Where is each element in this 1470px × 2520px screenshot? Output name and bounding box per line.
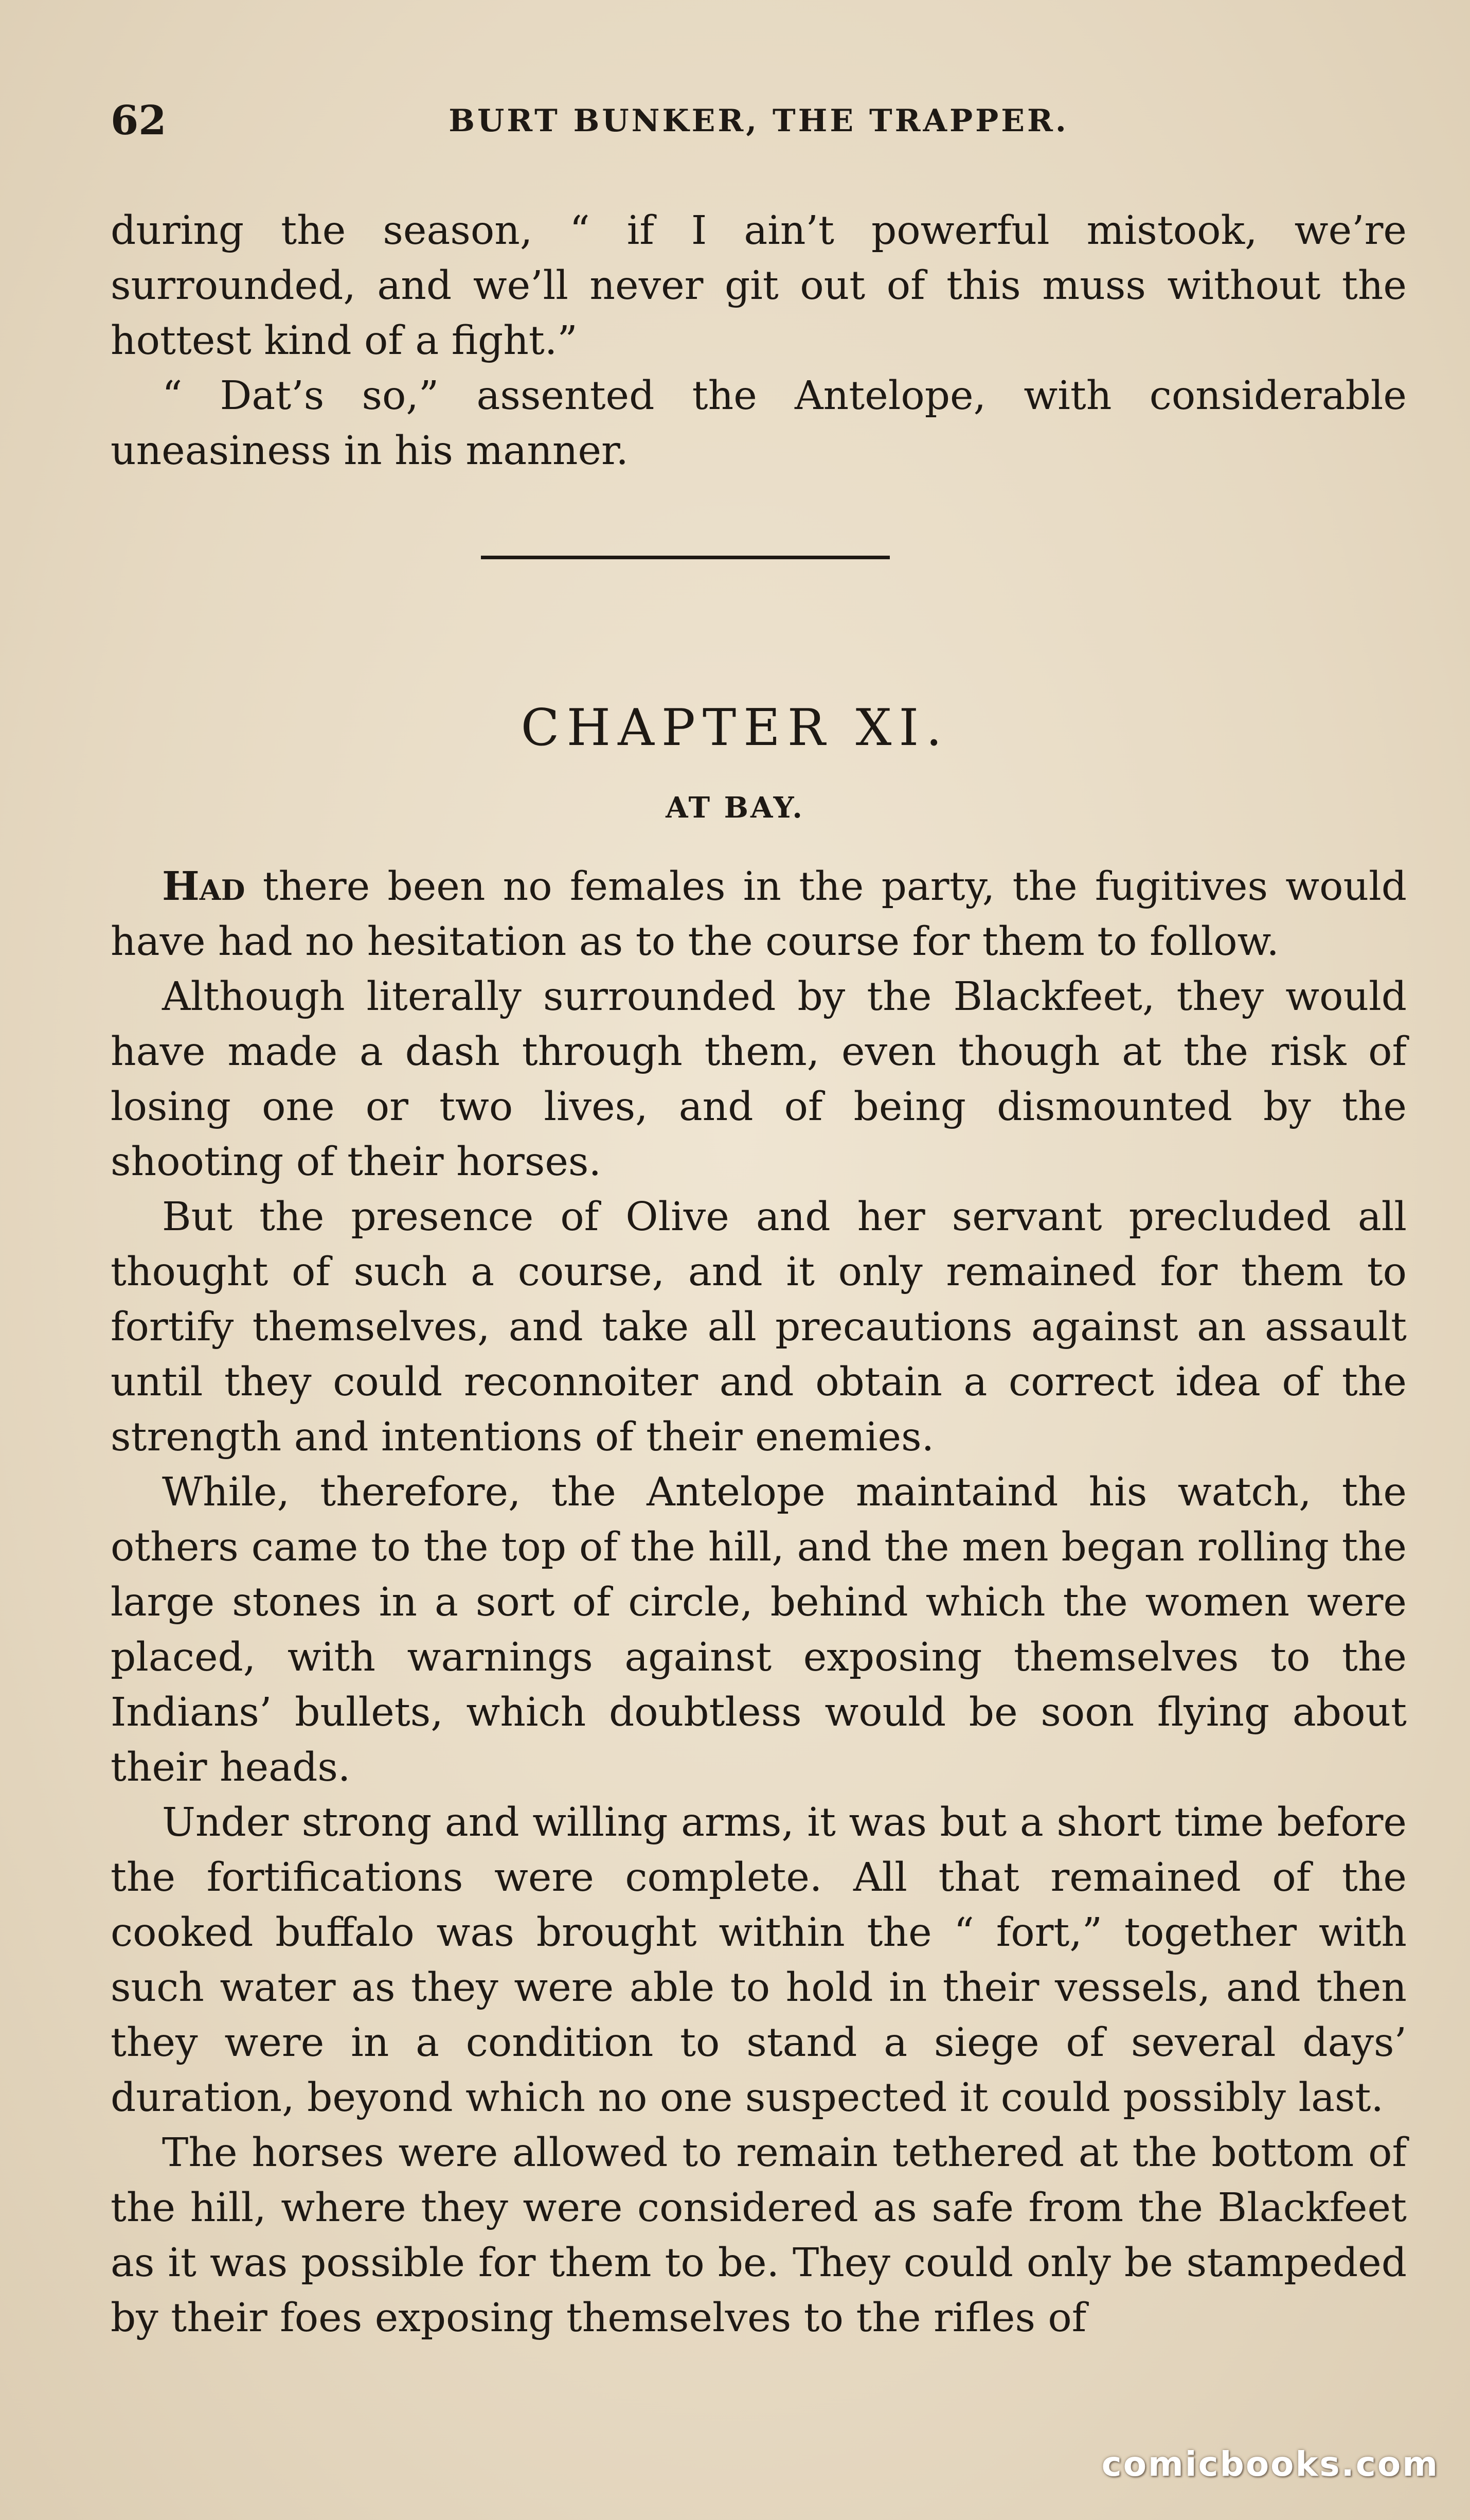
paragraph-text: there been no females in the party, the fugitives would have had no hesitation as to the course for them to follow. <box>111 864 1407 965</box>
paragraph: Under strong and willing arms, it was but a short time before the fortifications were complete. All that remained of the cooked buffalo was brought within the “ fort,” together with such water as they were able to hold in their vessels, and then they were in a condition to stand a siege of several days’ duration, beyond which no one suspected it could possibly last. <box>111 1800 1407 2121</box>
chapter-body <box>111 859 1407 2346</box>
paragraph: “ Dat’s so,” assented the Antelope, with considerable uneasiness in his manner. <box>111 373 1407 474</box>
paragraph: during the season, “ if I ain’t powerful mistook, we’re surrounded, and we’ll never git out of this muss without the hottest kind of a fight.” <box>111 208 1407 364</box>
chapter-subtitle: AT BAY. <box>666 791 804 825</box>
opening-text <box>111 203 1407 478</box>
section-divider <box>481 556 890 559</box>
chapter-title: CHAPTER XI. <box>521 699 949 757</box>
paragraph: But the presence of Olive and her servant precluded all thought of such a course, and it only remained for them to fortify themselves, and take all precautions against an assault until they could reconnoiter and obtain a correct idea of the strength and intentions of their enemies. <box>111 1194 1407 1460</box>
paragraph: The horses were allowed to remain tethered at the bottom of the hill, where they were considered as safe from the Blackfeet as it was possible for them to be. They could only be stampeded by their foes exposing themselves to the rifles of <box>111 2130 1407 2341</box>
running-title: BURT BUNKER, THE TRAPPER. <box>449 103 1069 139</box>
page-number: 62 <box>111 97 167 144</box>
paragraph: While, therefore, the Antelope maintaind his watch, the others came to the top of the hill, and the men began rolling the large stones in a sort of circle, behind which the women were placed, with warnings against exposing themselves to the Indians’ bullets, which doubtless would be soon flying about their heads. <box>111 1469 1407 1790</box>
first-word: Had <box>162 863 245 910</box>
paragraph <box>111 859 1407 969</box>
site-watermark: comicbooks.com <box>1101 2444 1439 2484</box>
paragraph: Although literally surrounded by the Blackfeet, they would have made a dash through them, even though at the risk of losing one or two lives, and of being dismounted by the shooting of their horses. <box>111 974 1407 1185</box>
page-header <box>111 98 1407 144</box>
